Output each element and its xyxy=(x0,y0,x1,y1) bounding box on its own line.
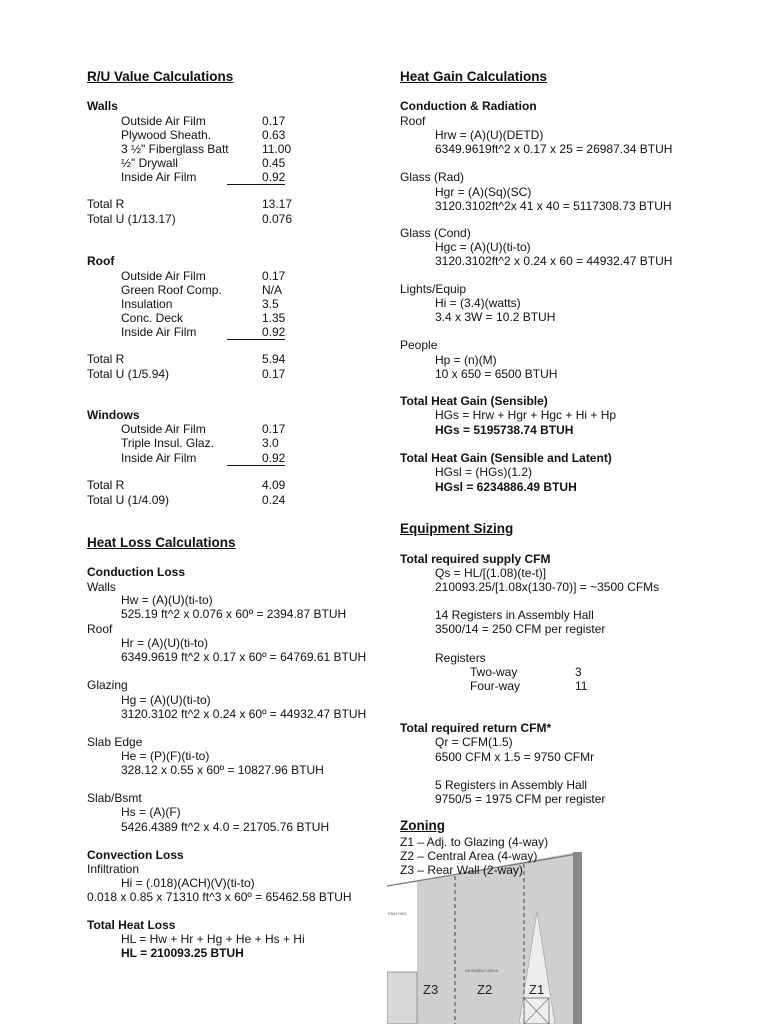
return-calc: 6500 CFM x 1.5 = 9750 CFMr xyxy=(435,750,595,764)
supply-registers: 14 Registers in Assembly Hall xyxy=(435,608,594,622)
gain-label: Roof xyxy=(400,114,426,128)
walls-total-u: Total U (1/13.17) xyxy=(87,212,176,226)
plan-label-z2: Z2 xyxy=(477,982,493,997)
roof-title: Roof xyxy=(87,254,115,268)
sensible-value: HGs = 5195738.74 BTUH xyxy=(435,423,574,437)
loss-formula: He = (P)(F)(ti-to) xyxy=(121,749,210,763)
windows-total-u: Total U (1/4.09) xyxy=(87,493,170,507)
walls-item: Inside Air Film xyxy=(121,170,197,184)
walls-total-r: Total R xyxy=(87,197,125,211)
loss-formula: Hw = (A)(U)(ti-to) xyxy=(121,593,213,607)
supply-calc: 210093.25/[1.08x(130-70)] = ~3500 CFMs xyxy=(435,580,660,594)
gain-label: People xyxy=(400,338,438,352)
loss-label: Slab Edge xyxy=(87,735,143,749)
loss-label: Glazing xyxy=(87,678,128,692)
plan-label-painting: PAINTING xyxy=(388,911,407,916)
roof-value: 0.17 xyxy=(262,269,286,283)
roof-value: 0.92 xyxy=(262,325,286,339)
loss-formula: Hr = (A)(U)(ti-to) xyxy=(121,636,208,650)
equipment-heading: Equipment Sizing xyxy=(400,521,514,536)
roof-value: N/A xyxy=(262,283,283,297)
roof-total-r: Total R xyxy=(87,352,125,366)
walls-value: 0.92 xyxy=(262,170,286,184)
sum-rule xyxy=(227,184,285,185)
latent-value: HGsl = 6234886.49 BTUH xyxy=(435,480,577,494)
loss-label: Walls xyxy=(87,580,116,594)
gain-calc: 6349.9619ft^2 x 0.17 x 25 = 26987.34 BTUH xyxy=(435,142,673,156)
return-formula: Qr = CFM(1.5) xyxy=(435,735,513,749)
sum-rule xyxy=(227,339,285,340)
walls-value: 0.45 xyxy=(262,156,286,170)
gain-formula: Hrw = (A)(U)(DETD) xyxy=(435,128,544,142)
roof-item: Outside Air Film xyxy=(121,269,206,283)
zoning-heading: Zoning xyxy=(400,818,445,833)
walls-item: 3 ½" Fiberglass Batt xyxy=(121,142,229,156)
loss-formula: Hi = (.018)(ACH)(V)(ti-to) xyxy=(121,876,255,890)
gain-calc: 3120.3102ft^2 x 0.24 x 60 = 44932.47 BTUH xyxy=(435,254,673,268)
zone-item: Z3 – Rear Wall (2-way) xyxy=(400,863,523,877)
plan-label-assembly: ASSEMBLY AREA xyxy=(465,968,498,973)
roof-value: 3.5 xyxy=(262,297,279,311)
walls-item: ½" Drywall xyxy=(121,156,178,170)
roof-item: Green Roof Comp. xyxy=(121,283,222,297)
supply-title: Total required supply CFM xyxy=(400,552,551,566)
gain-formula: Hi = (3.4)(watts) xyxy=(435,296,521,310)
walls-total-r-value: 13.17 xyxy=(262,197,293,211)
loss-label: Slab/Bsmt xyxy=(87,791,142,805)
roof-item: Insulation xyxy=(121,297,173,311)
roof-total-r-value: 5.94 xyxy=(262,352,286,366)
latent-title: Total Heat Gain (Sensible and Latent) xyxy=(400,451,612,465)
gain-label: Lights/Equip xyxy=(400,282,467,296)
register-count: 11 xyxy=(575,679,588,693)
loss-calc: 0.018 x 0.85 x 71310 ft^3 x 60º = 65462.58 BTUH xyxy=(87,890,352,904)
walls-value: 11.00 xyxy=(262,142,292,156)
windows-value: 3.0 xyxy=(262,436,279,450)
plan-label-z3: Z3 xyxy=(423,982,439,997)
heat-loss-heading: Heat Loss Calculations xyxy=(87,535,236,550)
gain-label: Glass (Rad) xyxy=(400,170,465,184)
register-type: Four-way xyxy=(470,679,521,693)
zone-item: Z2 – Central Area (4-way) xyxy=(400,849,538,863)
windows-item: Inside Air Film xyxy=(121,451,197,465)
plan-label-z1: Z1 xyxy=(529,982,545,997)
gain-formula: HGsl = (HGs)(1.2) xyxy=(435,465,533,479)
gain-calc: 3.4 x 3W = 10.2 BTUH xyxy=(435,310,556,324)
walls-item: Outside Air Film xyxy=(121,114,206,128)
roof-value: 1.35 xyxy=(262,311,286,325)
roof-item: Inside Air Film xyxy=(121,325,197,339)
zoning-floor-plan xyxy=(387,852,582,1024)
sensible-title: Total Heat Gain (Sensible) xyxy=(400,394,548,408)
convection-loss-title: Convection Loss xyxy=(87,848,184,862)
return-registers: 5 Registers in Assembly Hall xyxy=(435,778,588,792)
walls-value: 0.63 xyxy=(262,128,286,142)
zone-item: Z1 – Adj. to Glazing (4-way) xyxy=(400,835,549,849)
windows-value: 0.17 xyxy=(262,422,286,436)
supply-formula: Qs = HL/[(1.08)(te-t)] xyxy=(435,566,547,580)
gain-formula: HGs = Hrw + Hgr + Hgc + Hi + Hp xyxy=(435,408,617,422)
conduction-radiation-title: Conduction & Radiation xyxy=(400,99,537,113)
loss-label: Infiltration xyxy=(87,862,140,876)
loss-calc: 525.19 ft^2 x 0.076 x 60º = 2394.87 BTUH xyxy=(121,607,347,621)
heat-gain-heading: Heat Gain Calculations xyxy=(400,69,548,84)
windows-value: 0.92 xyxy=(262,451,286,465)
windows-title: Windows xyxy=(87,408,140,422)
conduction-loss-title: Conduction Loss xyxy=(87,565,185,579)
loss-calc: 3120.3102 ft^2 x 0.24 x 60º = 44932.47 BTUH xyxy=(121,707,367,721)
loss-label: Roof xyxy=(87,622,113,636)
loss-calc: 328.12 x 0.55 x 60º = 10827.96 BTUH xyxy=(121,763,324,777)
register-count: 3 xyxy=(575,665,582,679)
walls-title: Walls xyxy=(87,99,118,113)
roof-total-u-value: 0.17 xyxy=(262,367,286,381)
walls-value: 0.17 xyxy=(262,114,286,128)
total-heat-loss-title: Total Heat Loss xyxy=(87,918,176,932)
gain-calc: 10 x 650 = 6500 BTUH xyxy=(435,367,558,381)
return-title: Total required return CFM* xyxy=(400,721,552,735)
loss-calc: 5426.4389 ft^2 x 4.0 = 21705.76 BTUH xyxy=(121,820,330,834)
windows-item: Outside Air Film xyxy=(121,422,206,436)
windows-item: Triple Insul. Glaz. xyxy=(121,436,214,450)
registers-label: Registers xyxy=(435,651,486,665)
sum-rule xyxy=(227,465,285,466)
gain-formula: Hgr = (A)(Sq)(SC) xyxy=(435,185,532,199)
walls-item: Plywood Sheath. xyxy=(121,128,212,142)
windows-total-u-value: 0.24 xyxy=(262,493,286,507)
total-heat-loss-value: HL = 210093.25 BTUH xyxy=(121,946,244,960)
return-per-register: 9750/5 = 1975 CFM per register xyxy=(435,792,606,806)
ru-heading: R/U Value Calculations xyxy=(87,69,234,84)
gain-formula: Hp = (n)(M) xyxy=(435,353,497,367)
loss-formula: HL = Hw + Hr + Hg + He + Hs + Hi xyxy=(121,932,305,946)
roof-total-u: Total U (1/5.94) xyxy=(87,367,170,381)
loss-formula: Hs = (A)(F) xyxy=(121,805,181,819)
windows-total-r-value: 4.09 xyxy=(262,478,286,492)
register-type: Two-way xyxy=(470,665,518,679)
roof-item: Conc. Deck xyxy=(121,311,184,325)
gain-calc: 3120.3102ft^2x 41 x 40 = 5117308.73 BTUH xyxy=(435,199,672,213)
walls-total-u-value: 0.076 xyxy=(262,212,293,226)
gain-label: Glass (Cond) xyxy=(400,226,471,240)
loss-formula: Hg = (A)(U)(ti-to) xyxy=(121,693,211,707)
loss-calc: 6349.9619 ft^2 x 0.17 x 60º = 64769.61 BTUH xyxy=(121,650,367,664)
windows-total-r: Total R xyxy=(87,478,125,492)
gain-formula: Hgc = (A)(U)(ti-to) xyxy=(435,240,531,254)
supply-per-register: 3500/14 = 250 CFM per register xyxy=(435,622,606,636)
